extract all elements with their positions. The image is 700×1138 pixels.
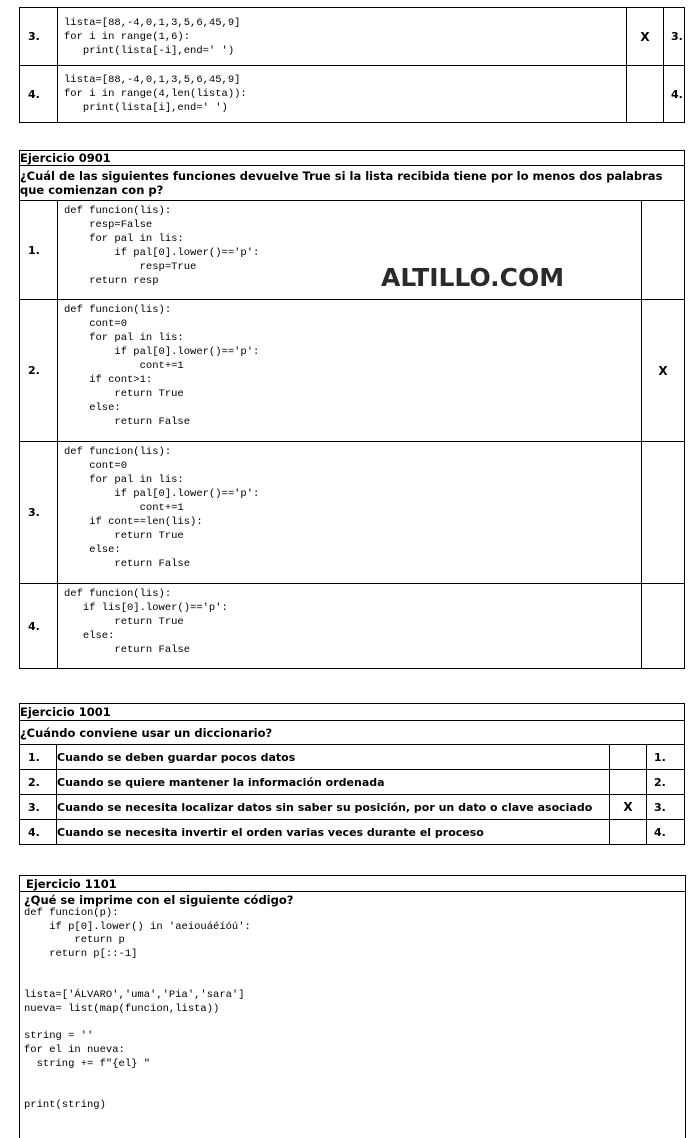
option-text: Cuando se quiere mantener la información ordenada — [57, 770, 610, 795]
answer-mark — [627, 66, 664, 123]
table-row — [20, 770, 685, 795]
exercise-0901-table — [19, 150, 685, 669]
table-row — [20, 300, 685, 442]
exercise-1101-box — [19, 875, 686, 1138]
answer-mark: X — [627, 8, 664, 66]
exercise-title: Ejercicio 0901 — [20, 151, 685, 166]
answer-mark — [610, 820, 647, 845]
option-number: 2. — [20, 770, 57, 795]
altillo-watermark: ALTILLO.COM — [381, 263, 565, 292]
exercise-title: Ejercicio 1001 — [20, 704, 685, 721]
option-code-cell — [58, 442, 642, 584]
option-code: lista=[88,-4,0,1,3,5,6,45,9] for i in range(1,6): print(lista[-i],end=' ') — [64, 16, 241, 57]
table-row — [20, 442, 685, 584]
table-row — [20, 745, 685, 770]
table-row — [20, 584, 685, 669]
table-row — [20, 201, 685, 300]
option-code-cell — [58, 300, 642, 442]
option-number: 3. — [20, 795, 57, 820]
option-text: Cuando se necesita localizar datos sin saber su posición, por un dato o clave asociado — [57, 795, 610, 820]
answer-mark — [642, 584, 685, 669]
option-number-right: 4. — [647, 820, 685, 845]
option-number: 4. — [20, 584, 58, 669]
option-code-cell — [58, 584, 642, 669]
exercise-code: def funcion(p): if p[0].lower() in 'aeiouáéíóú': return p return p[::-1] lista=['ÁLVARO','uma','Pia','sara'] nueva= list(map(funcion,lista)) string = '' for el in nueva: string += f"{el} " print(string) — [24, 907, 251, 1111]
exercise-1001-table — [19, 703, 685, 845]
option-number: 2. — [20, 300, 58, 442]
option-number: 1. — [20, 745, 57, 770]
option-code: def funcion(lis): cont=0 for pal in lis: if pal[0].lower()=='p': cont+=1 if cont==len(lis): return True else: return False — [64, 446, 260, 570]
option-code: def funcion(lis): resp=False for pal in lis: if pal[0].lower()=='p': resp=True return resp — [64, 205, 260, 287]
answer-mark: X — [610, 795, 647, 820]
option-number: 4. — [20, 66, 58, 123]
option-text: Cuando se deben guardar pocos datos — [57, 745, 610, 770]
answer-mark — [642, 442, 685, 584]
option-number: 1. — [20, 201, 58, 300]
answer-mark: X — [642, 300, 685, 442]
exercise-question: ¿Cuándo conviene usar un diccionario? — [20, 721, 685, 745]
option-number-right: 1. — [647, 745, 685, 770]
option-code: def funcion(lis): if lis[0].lower()=='p': return True else: return False — [64, 588, 228, 656]
option-number: 3. — [20, 8, 58, 66]
exercise-question: ¿Qué se imprime con el siguiente código? — [24, 893, 294, 907]
answer-mark — [642, 201, 685, 300]
option-code-cell — [58, 66, 627, 123]
option-number-right: 4. — [664, 66, 685, 123]
option-code: lista=[88,-4,0,1,3,5,6,45,9] for i in range(4,len(lista)): print(lista[i],end=' ') — [64, 74, 247, 114]
top-answer-table — [19, 7, 685, 123]
option-number-right: 3. — [647, 795, 685, 820]
table-row — [20, 66, 685, 123]
option-number-right: 3. — [664, 8, 685, 66]
answer-mark — [610, 770, 647, 795]
option-number: 3. — [20, 442, 58, 584]
exercise-title: Ejercicio 1101 — [20, 876, 685, 892]
option-code: def funcion(lis): cont=0 for pal in lis: if pal[0].lower()=='p': cont+=1 if cont>1: return True else: return False — [64, 304, 260, 428]
option-number: 4. — [20, 820, 57, 845]
option-number-right: 2. — [647, 770, 685, 795]
answer-mark — [610, 745, 647, 770]
option-code-cell — [58, 8, 627, 66]
exercise-question: ¿Cuál de las siguientes funciones devuelve True si la lista recibida tiene por lo menos dos palabras que comienzan con p? — [20, 166, 685, 201]
table-row — [20, 795, 685, 820]
table-row — [20, 8, 685, 66]
table-row — [20, 820, 685, 845]
option-text: Cuando se necesita invertir el orden varias veces durante el proceso — [57, 820, 610, 845]
